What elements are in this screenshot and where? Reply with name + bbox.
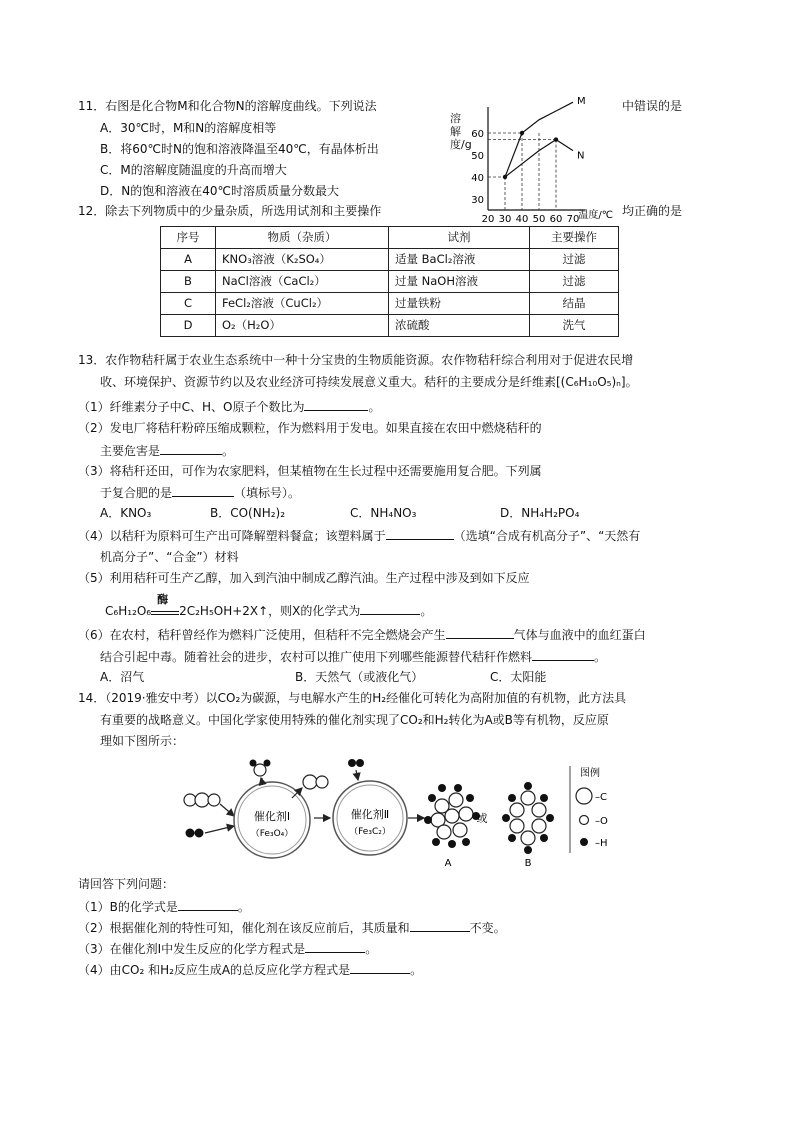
y-tick-label: 30 bbox=[471, 195, 484, 206]
co2-molecule bbox=[184, 793, 220, 807]
q11-stem: 11．右图是化合物M和化合物N的溶解度曲线。下列说法 bbox=[78, 99, 377, 113]
reaction-arrow: 酶 bbox=[151, 605, 179, 615]
table-header-row bbox=[161, 227, 619, 249]
table-cell: C bbox=[161, 293, 216, 315]
q13-part-5-equation: C₆H₁₂O₆ 酶 2C₂H₅OH+2X↑，则X的化学式为 。 bbox=[105, 593, 433, 618]
q13-part-6-option-b: B．天然气（或液化气） bbox=[295, 670, 424, 684]
table-row bbox=[161, 249, 619, 271]
x-axis-label: 温度/℃ bbox=[578, 210, 614, 221]
label-b: B bbox=[524, 858, 532, 869]
q11-option-b: B．将60℃时N的饱和溶液降温至40℃，有晶体析出 bbox=[100, 142, 379, 156]
q11-option-a: A．30℃时，M和N的溶解度相等 bbox=[100, 121, 277, 135]
legend bbox=[570, 766, 608, 853]
q11-stem-tail: 中错误的是 bbox=[622, 99, 683, 113]
product-a-molecule bbox=[424, 784, 480, 848]
catalyst-1-formula: （Fe₃O₄） bbox=[250, 829, 294, 839]
h2-molecule bbox=[186, 829, 204, 838]
y-tick-label: 60 bbox=[471, 129, 484, 140]
product-b-molecule bbox=[502, 782, 554, 854]
q13-part-1: （1）纤维素分子中C、H、O原子个数比为 。 bbox=[78, 400, 381, 414]
table-header-cell: 试剂 bbox=[389, 227, 530, 249]
q14-intro-1: 14．（2019·雅安中考）以CO₂为碳源，与电解水产生的H₂经催化可转化为高附加值的有机物，此方法具 bbox=[78, 691, 627, 705]
answer-blank[interactable] bbox=[360, 602, 420, 615]
answer-blank[interactable] bbox=[410, 919, 470, 932]
x-tick-label: 20 bbox=[481, 214, 495, 225]
table-row bbox=[161, 271, 619, 293]
q13-intro-2: 收、环境保护、资源节约以及农业经济可持续发展意义重大。秸秆的主要成分是纤维素[(C₆H₁₀O₅)ₙ]。 bbox=[100, 375, 638, 389]
co-molecule bbox=[303, 775, 328, 789]
x-tick-label: 30 bbox=[498, 214, 512, 225]
reaction-diagram bbox=[180, 758, 620, 870]
answer-blank[interactable] bbox=[446, 626, 514, 639]
table-cell: 适量 BaCl₂溶液 bbox=[389, 249, 530, 271]
h2-molecule bbox=[348, 759, 364, 767]
table-header-cell: 主要操作 bbox=[530, 227, 619, 249]
answer-blank[interactable] bbox=[305, 940, 365, 953]
table-cell: KNO₃溶液（K₂SO₄） bbox=[216, 249, 389, 271]
arrow bbox=[220, 804, 234, 816]
legend-carbon: –C bbox=[595, 792, 607, 803]
x-tick-label: 40 bbox=[515, 214, 529, 225]
table-cell: 过滤 bbox=[530, 249, 619, 271]
x-tick-label: 70 bbox=[566, 214, 580, 225]
table-cell: 浓硫酸 bbox=[389, 315, 530, 337]
data-point bbox=[554, 137, 558, 141]
q13-part-4a: （4）以秸秆为原料可生产出可降解塑料餐盒；该塑料属于 （选填“合成有机高分子”、“天然有 bbox=[78, 529, 641, 543]
table-cell: NaCl溶液（CaCl₂） bbox=[216, 271, 389, 293]
arrow bbox=[205, 826, 234, 833]
table-cell: FeCl₂溶液（CuCl₂） bbox=[216, 293, 389, 315]
x-tick-label: 60 bbox=[549, 214, 563, 225]
q13-part-2b: 主要危害是 。 bbox=[100, 444, 235, 458]
table-cell: O₂（H₂O） bbox=[216, 315, 389, 337]
q12-stem-tail: 均正确的是 bbox=[622, 204, 683, 218]
table-row bbox=[161, 293, 619, 315]
q13-part-6-option-c: C．太阳能 bbox=[490, 670, 547, 684]
table-cell: 结晶 bbox=[530, 293, 619, 315]
series-label-M: M bbox=[577, 96, 586, 108]
q14-part-4: （4）由CO₂ 和H₂反应生成A的总反应化学方程式是 。 bbox=[78, 963, 423, 977]
table-header-cell: 物质（杂质） bbox=[216, 227, 389, 249]
answer-blank[interactable] bbox=[304, 398, 368, 411]
catalyst-1-name: 催化剂Ⅰ bbox=[253, 810, 291, 823]
data-point bbox=[520, 131, 524, 135]
q14-intro-3: 理如下图所示： bbox=[100, 734, 185, 748]
q13-part-6a: （6）在农村，秸秆曾经作为燃料广泛使用，但秸秆不完全燃烧会产生 气体与血液中的血红蛋白 bbox=[78, 628, 646, 642]
table-cell: D bbox=[161, 315, 216, 337]
q13-part-3b: 于复合肥的是 （填标号）。 bbox=[100, 486, 301, 500]
data-point bbox=[503, 175, 507, 179]
catalyst-1 bbox=[234, 782, 310, 858]
y-tick-label: 40 bbox=[471, 173, 484, 184]
answer-blank[interactable] bbox=[350, 961, 410, 974]
catalyst-2 bbox=[333, 781, 407, 855]
q13-part-6-option-a: A．沼气 bbox=[100, 670, 145, 684]
q14-intro-2: 有重要的战略意义。中国化学家使用特殊的催化剂实现了CO₂和H₂转化为A或B等有机物，反应原 bbox=[100, 713, 609, 727]
q14-part-2: （2）根据催化剂的特性可知，催化剂在该反应前后，其质量和 不变。 bbox=[78, 921, 506, 935]
q13-part-6b: 结合引起中毒。随着社会的进步，农村可以推广使用下列哪些能源替代秸秆作燃料 。 bbox=[100, 650, 607, 664]
answer-blank[interactable] bbox=[160, 442, 222, 455]
q13-intro-1: 13．农作物秸秆属于农业生态系统中一种十分宝贵的生物质能资源。农作物秸秆综合利用对于促进农民增 bbox=[78, 353, 634, 367]
table-row bbox=[161, 315, 619, 337]
series-label-N: N bbox=[577, 150, 585, 162]
catalyst-2-name: 催化剂Ⅱ bbox=[350, 808, 390, 821]
catalyst-2-formula: （Fe₃C₂） bbox=[349, 827, 391, 837]
q13-part-4b: 机高分子”、“合金”）材料 bbox=[100, 550, 239, 564]
table-cell: 过滤 bbox=[530, 271, 619, 293]
chart-ylabel: 溶解度/g bbox=[450, 112, 472, 152]
answer-blank[interactable] bbox=[178, 898, 238, 911]
x-tick-label: 50 bbox=[532, 214, 546, 225]
arrow bbox=[356, 770, 358, 780]
q11-option-d: D．N的饱和溶液在40℃时溶质质量分数最大 bbox=[100, 184, 339, 198]
q13-part-5: （5）利用秸秆可生产乙醇，加入到汽油中制成乙醇汽油。生产过程中涉及到如下反应 bbox=[78, 571, 530, 585]
table-cell: 过量 NaOH溶液 bbox=[389, 271, 530, 293]
q11-option-c: C．M的溶解度随温度的升高而增大 bbox=[100, 163, 287, 177]
legend-title: 图例 bbox=[580, 768, 600, 779]
legend-hydrogen: –H bbox=[595, 838, 608, 849]
y-tick-label: 50 bbox=[471, 151, 484, 162]
or-text: 或 bbox=[476, 812, 488, 825]
q13-part-3-option-d: D．NH₄H₂PO₄ bbox=[500, 506, 580, 520]
table-cell: 过量铁粉 bbox=[389, 293, 530, 315]
answer-blank[interactable] bbox=[386, 527, 454, 540]
q13-part-3a: （3）将秸秆还田，可作为农家肥料，但某植物在生长过程中还需要施用复合肥。下列属 bbox=[78, 464, 542, 478]
q14-part-1: （1）B的化学式是 。 bbox=[78, 900, 250, 914]
q13-part-2a: （2）发电厂将秸秆粉碎压缩成颗粒，作为燃料用于发电。如果直接在农田中燃烧秸秆的 bbox=[78, 421, 542, 435]
q13-part-3-option-b: B．CO(NH₂)₂ bbox=[210, 506, 286, 520]
table-header-cell: 序号 bbox=[161, 227, 216, 249]
table-cell: B bbox=[161, 271, 216, 293]
table-cell: A bbox=[161, 249, 216, 271]
q14-ask: 请回答下列问题： bbox=[78, 877, 175, 891]
q12-table bbox=[160, 226, 619, 337]
h2o-molecule bbox=[250, 760, 271, 777]
answer-blank[interactable] bbox=[172, 484, 234, 497]
q12-stem: 12．除去下列物质中的少量杂质，所选用试剂和主要操作 bbox=[78, 204, 382, 218]
answer-blank[interactable] bbox=[532, 648, 594, 661]
q13-part-3-option-a: A．KNO₃ bbox=[100, 506, 152, 520]
legend-oxygen: –O bbox=[595, 816, 608, 827]
table-cell: 洗气 bbox=[530, 315, 619, 337]
q14-part-3: （3）在催化剂Ⅰ中发生反应的化学方程式是 。 bbox=[78, 942, 378, 956]
label-a: A bbox=[444, 858, 452, 869]
q13-part-3-option-c: C．NH₄NO₃ bbox=[350, 506, 417, 520]
